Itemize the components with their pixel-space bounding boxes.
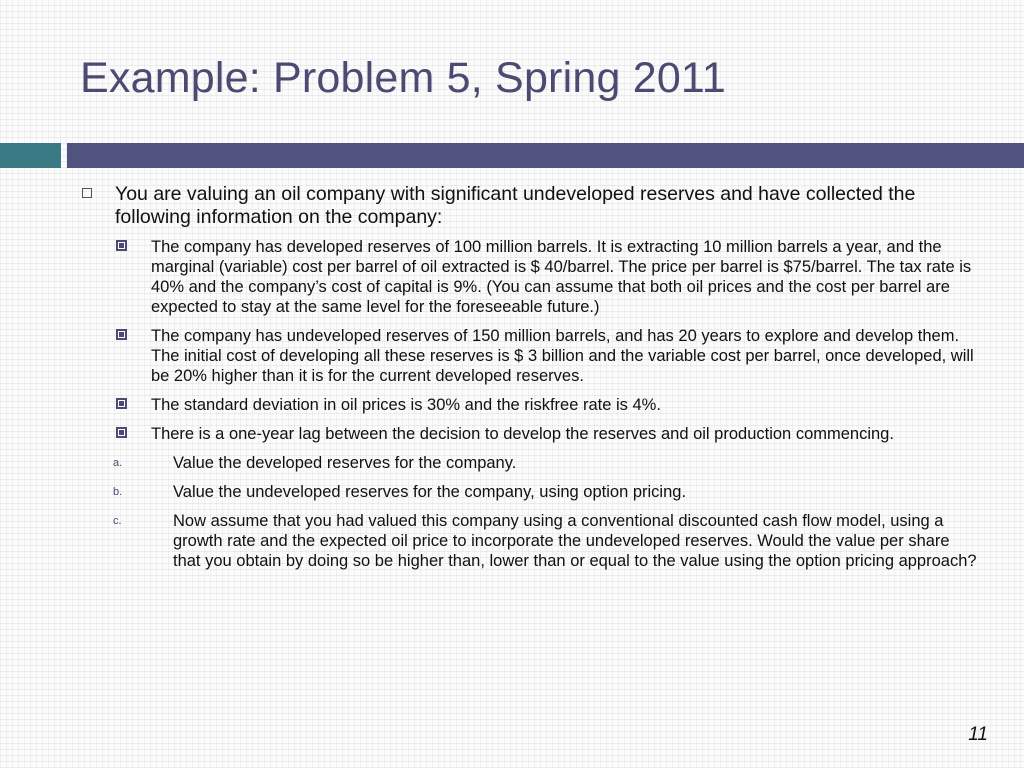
square-bullet-icon: [116, 395, 151, 415]
slide-title: Example: Problem 5, Spring 2011: [80, 54, 726, 102]
list-item: [116, 326, 980, 386]
bullet-text: There is a one-year lag between the decision to develop the reserves and oil production commencing.: [151, 425, 894, 443]
square-bullet-icon: [116, 424, 151, 444]
bullet-text: The company has undeveloped reserves of 150 million barrels, and has 20 years to explore and develop them. The initial cost of developing all these reserves is $ 3 billion and the variable cost per barrel, once developed, will be 20% higher than it is for the current developed reserves.: [151, 327, 974, 385]
title-divider-bar: [67, 143, 1024, 168]
list-item: [116, 424, 980, 444]
list-item: [116, 237, 980, 317]
list-item: [116, 395, 980, 415]
intro-text: You are valuing an oil company with significant undeveloped reserves and have collected the following information on the company:: [115, 183, 916, 228]
hollow-square-bullet-icon: [80, 183, 93, 229]
question-item: [113, 482, 980, 502]
question-text: Value the undeveloped reserves for the company, using option pricing.: [173, 483, 687, 501]
bullet-text: The standard deviation in oil prices is 30% and the riskfree rate is 4%.: [151, 396, 661, 414]
question-item: [113, 453, 980, 473]
question-letter: b.: [113, 486, 123, 498]
bullet-text: The company has developed reserves of 100 million barrels. It is extracting 10 million barrels a year, and the marginal (variable) cost per barrel of oil extracted is $ 40/barrel. The price per barrel is $75/barrel. The tax rate is 40% and the company’s cost of capital is 9%. (You can assume that both oil prices and the cost per barrel are expected to stay at the same level for the foreseeable future.): [151, 238, 972, 316]
title-divider-accent: [0, 143, 61, 168]
square-bullet-icon: [116, 237, 151, 317]
question-letter: c.: [113, 515, 122, 527]
question-text: Value the developed reserves for the company.: [173, 454, 517, 472]
square-bullet-icon: [116, 326, 151, 386]
question-letter: a.: [113, 457, 123, 469]
slide-body: [80, 183, 980, 580]
page-number: 11: [968, 724, 988, 745]
question-item: [113, 511, 980, 571]
intro-bullet: [80, 183, 980, 229]
question-text: Now assume that you had valued this company using a conventional discounted cash flow model, using a growth rate and the expected oil price to incorporate the undeveloped reserves. Would the value per share that you obtain by doing so be higher than, lower than or equal to the value using the option pricing approach?: [173, 512, 977, 570]
